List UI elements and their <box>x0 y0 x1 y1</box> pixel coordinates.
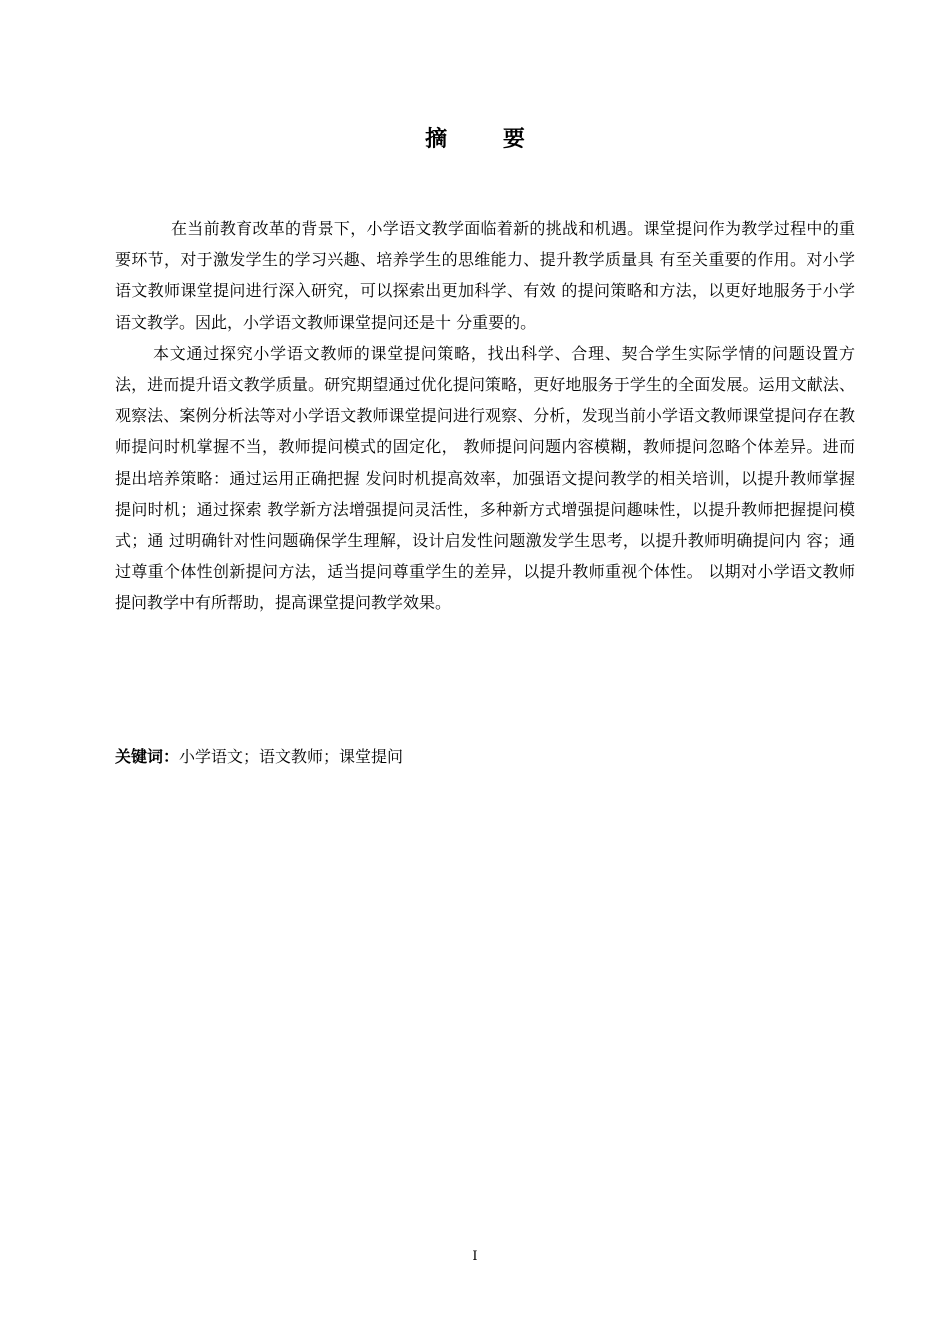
keywords-line <box>115 741 403 772</box>
page-number: I <box>472 1249 478 1264</box>
keywords-label: 关键词： <box>115 747 180 766</box>
abstract-title: 摘 要 <box>425 126 549 152</box>
abstract-body <box>115 213 855 619</box>
abstract-paragraph: 本文通过探究小学语文教师的课堂提问策略，找出科学、合理、契合学生实际学情的问题设置方法，进而提升语文教学质量。研究期望通过优化提问策略，更好地服务于学生的全面发展。运用文献法、观察法、案例分析法等对小学语文教师课堂提问进行观察、分析，发现当前小学语文教师课堂提问存在教师提问时机掌握不当，教师提问模式的固定化， 教师提问问题内容模糊，教师提问忽略个体差异。进而提出培养策略：通过运用正确把握 发问时机提高效率，加强语文提问教学的相关培训，以提升教师掌握提问时机；通过探索 教学新方法增强提问灵活性，多种新方式增强提问趣味性，以提升教师把握提问模式；通 过明确针对性问题确保学生理解，设计启发性问题激发学生思考，以提升教师明确提问内 容；通过尊重个体性创新提问方法，适当提问尊重学生的差异，以提升教师重视个体性。 以期对小学语文教师提问教学中有所帮助，提高课堂提问教学效果。 <box>115 343 855 613</box>
abstract-paragraph: 在当前教育改革的背景下，小学语文教学面临着新的挑战和机遇。课堂提问作为教学过程中的重要环节，对于激发学生的学习兴趣、培养学生的思维能力、提升教学质量具 有至关重要的作用。对小学语文教师课堂提问进行深入研究，可以探索出更加科学、有效 的提问策略和方法，以更好地服务于小学语文教学。因此，小学语文教师课堂提问还是十 分重要的。 <box>115 219 855 332</box>
keywords-list: 小学语文；语文教师；课堂提问 <box>179 747 404 766</box>
